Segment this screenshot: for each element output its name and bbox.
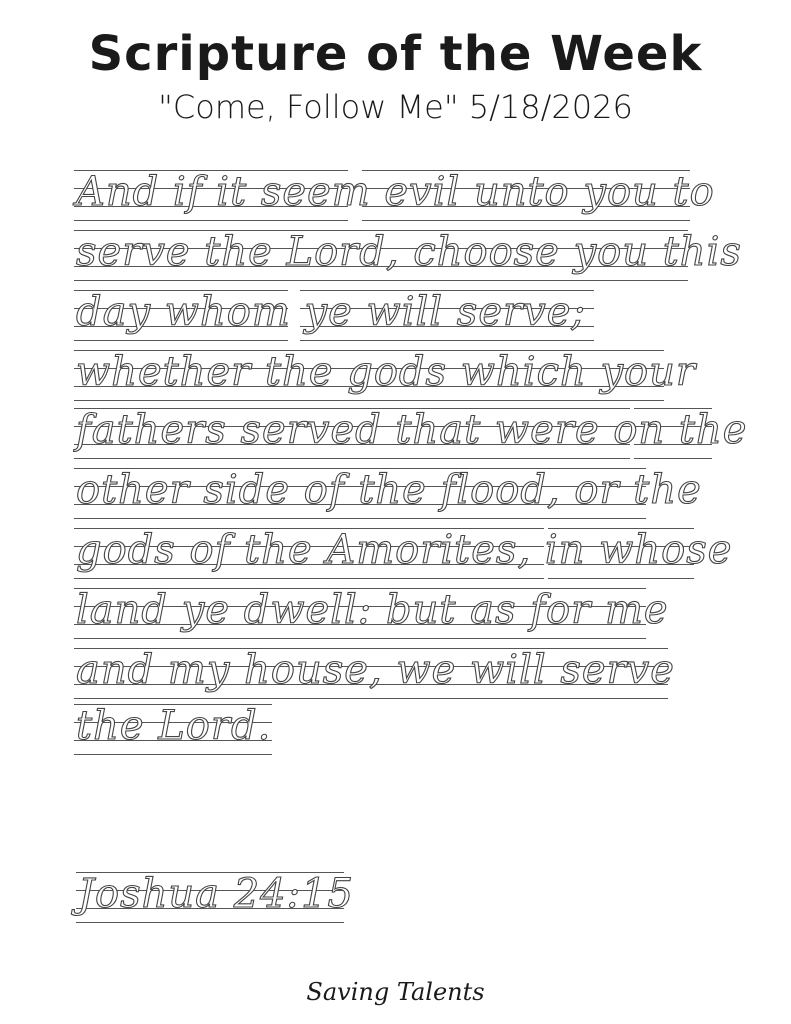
tracing-text-line: whether the gods which your bbox=[76, 349, 697, 395]
tracing-text-line: and my house, we will serve bbox=[76, 647, 675, 693]
page-title: Scripture of the Week bbox=[88, 26, 703, 82]
scripture-reference-text: Joshua 24:15 bbox=[78, 871, 355, 917]
tracing-text-line: other side of the flood, or the bbox=[76, 467, 702, 513]
tracing-text-line: the Lord. bbox=[76, 703, 272, 749]
tracing-text-line: And if it seem evil unto you to bbox=[76, 169, 715, 215]
tracing-text-line: day whom ye will serve; bbox=[76, 289, 586, 335]
tracing-text-line: gods of the Amorites, in whose bbox=[76, 527, 733, 573]
tracing-text-line: land ye dwell: but as for me bbox=[76, 587, 669, 633]
tracing-text-line: fathers served that were on the bbox=[76, 407, 748, 453]
page-subtitle: "Come, Follow Me" 5/18/2026 bbox=[158, 88, 633, 126]
brand-signature: Saving Talents bbox=[306, 978, 485, 1006]
tracing-text-line: serve the Lord, choose you this bbox=[76, 229, 742, 275]
